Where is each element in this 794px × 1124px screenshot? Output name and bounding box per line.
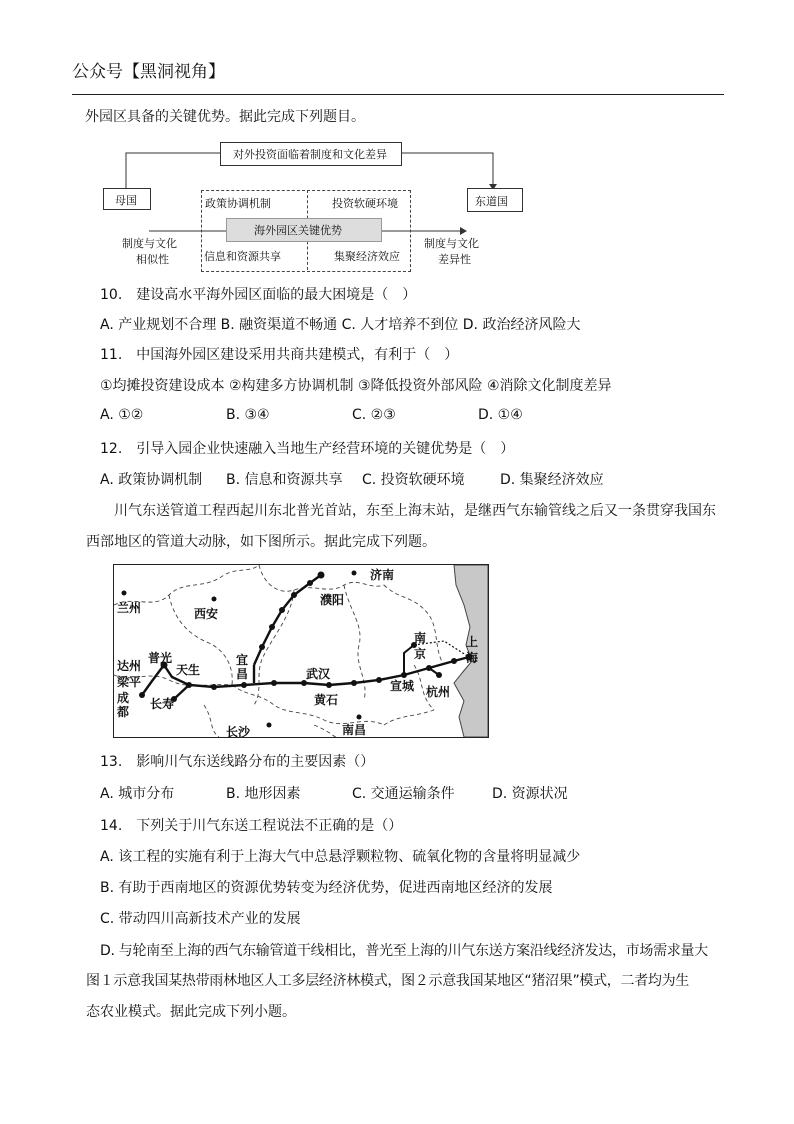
map-label-yichang2: 昌 <box>236 667 249 681</box>
header-rule <box>72 94 724 95</box>
map-label-hangzhou: 杭州 <box>426 685 451 699</box>
right-note-1: 制度与文化 <box>424 237 479 250</box>
q12-stem: 12. 引导入园企业快速融入当地生产经营环境的关键优势是（ ） <box>100 441 515 457</box>
cell-information: 信息和资源共享 <box>204 250 281 263</box>
q13-option-a: A. 城市分布 <box>100 786 175 802</box>
q11-option-b: B. ③④ <box>226 407 270 423</box>
map-label-wuhan: 武汉 <box>306 667 331 681</box>
map-label-huangshi: 黄石 <box>314 693 339 707</box>
top-box-label: 对外投资面临着制度和文化差异 <box>233 148 387 161</box>
q12-option-c: C. 投资软硬环境 <box>362 472 465 488</box>
map-label-chengdu1: 成 <box>117 691 130 705</box>
pipeline-map <box>113 564 489 738</box>
q11-option-a: A. ①② <box>100 407 144 423</box>
center-box-label: 海外园区关键优势 <box>254 224 342 237</box>
map-label-lanzhou: 兰州 <box>117 601 142 615</box>
cell-agglomeration: 集聚经济效应 <box>334 250 400 263</box>
map-label-dazhou: 达州 <box>117 659 142 673</box>
map-label-nanjing2: 京 <box>414 647 427 661</box>
map-label-xian: 西安 <box>194 607 219 621</box>
host-country-label: 东道国 <box>475 195 508 208</box>
left-note-2: 相似性 <box>136 253 169 266</box>
map-label-xuancheng: 宣城 <box>390 679 415 693</box>
page-header: 公众号【黑洞视角】 <box>72 62 225 82</box>
cell-environment: 投资软硬环境 <box>332 197 398 210</box>
q14-option-b: B. 有助于西南地区的资源优势转变为经济优势，促进西南地区经济的发展 <box>100 880 553 896</box>
q11-option-c: C. ②③ <box>352 407 396 423</box>
q12-option-b: B. 信息和资源共享 <box>226 472 343 488</box>
map-label-yichang1: 宜 <box>236 653 249 667</box>
map-label-shanghai2: 海 <box>466 651 479 665</box>
q13-stem: 13. 影响川气东送线路分布的主要因素（） <box>100 754 375 770</box>
q14-option-c: C. 带动四川高新技术产业的发展 <box>100 911 301 927</box>
q11-items: ①均摊投资建设成本 ②构建多方协调机制 ③降低投资外部风险 ④消除文化制度差异 <box>100 378 612 394</box>
passage2-line1: 川气东送管道工程西起川东北普光首站，东至上海末站，是继西气东输管线之后又一条贯穿我国东 <box>114 503 716 519</box>
map-label-changshou: 长寿 <box>150 697 175 711</box>
q14-stem: 14. 下列关于川气东送工程说法不正确的是（） <box>100 818 403 834</box>
right-note-2: 差异性 <box>438 253 471 266</box>
q11-option-d: D. ①④ <box>478 407 523 423</box>
q13-option-d: D. 资源状况 <box>492 786 568 802</box>
map-label-chengdu2: 都 <box>117 705 130 719</box>
map-label-liangping: 梁平 <box>117 675 142 689</box>
map-label-shanghai1: 上 <box>466 635 479 649</box>
diagram <box>100 136 520 286</box>
map-label-nanchang: 南昌 <box>342 723 367 737</box>
q13-option-b: B. 地形因素 <box>226 786 301 802</box>
map-label-changsha: 长沙 <box>226 725 251 738</box>
cell-policy: 政策协调机制 <box>205 197 271 210</box>
map-label-puyang: 濮阳 <box>320 593 345 607</box>
q11-stem: 11. 中国海外园区建设采用共商共建模式，有利于（ ） <box>100 347 459 363</box>
passage2-line2: 西部地区的管道大动脉，如下图所示。据此完成下列题。 <box>86 534 436 550</box>
q12-option-a: A. 政策协调机制 <box>100 472 203 488</box>
passage3-line2: 态农业模式。据此完成下列小题。 <box>86 1004 296 1020</box>
map-label-jinan: 济南 <box>370 568 395 582</box>
q12-option-d: D. 集聚经济效应 <box>500 472 604 488</box>
q10-options: A. 产业规划不合理 B. 融资渠道不畅通 C. 人才培养不到位 D. 政治经济风险大 <box>100 317 581 333</box>
left-note-1: 制度与文化 <box>122 237 177 250</box>
home-country-label: 母国 <box>115 194 137 207</box>
intro-tail: 外园区具备的关键优势。据此完成下列题目。 <box>85 109 365 125</box>
q14-option-d: D. 与轮南至上海的西气东输管道干线相比，普光至上海的川气东送方案沿线经济发达，市场需求量大 <box>100 943 708 959</box>
q10-stem: 10. 建设高水平海外园区面临的最大困境是（ ） <box>100 287 417 303</box>
passage3-line1: 图１示意我国某热带雨林地区人工多层经济林模式，图２示意我国某地区“猪沼果”模式，二者均为生 <box>86 973 690 989</box>
map-label-tiansheng: 天生 <box>176 663 201 677</box>
q14-option-a: A. 该工程的实施有利于上海大气中总悬浮颗粒物、硫氧化物的含量将明显减少 <box>100 849 581 865</box>
map-label-puguang: 普光 <box>148 651 173 665</box>
q13-option-c: C. 交通运输条件 <box>352 786 455 802</box>
map-label-nanjing1: 南 <box>414 631 427 645</box>
